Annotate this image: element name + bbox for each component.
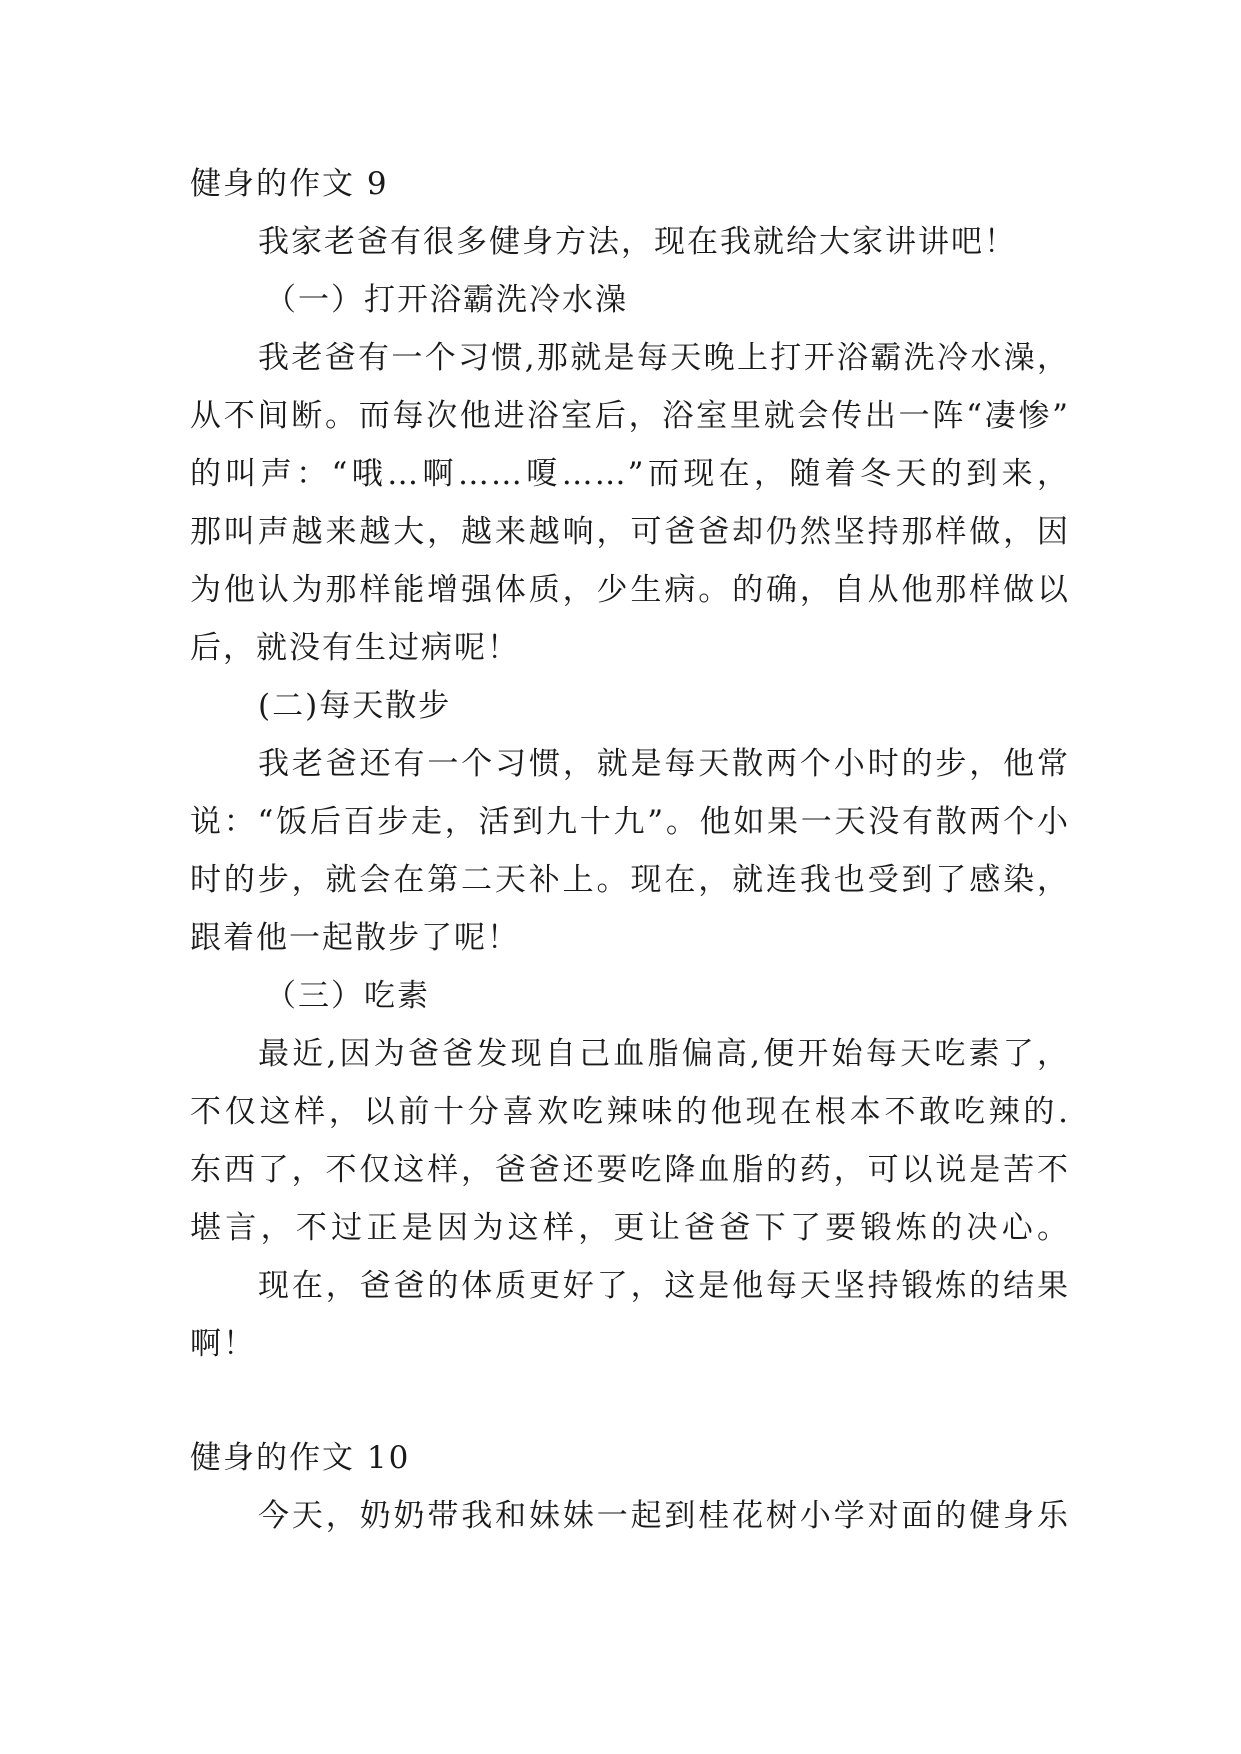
essay10-intro: 今天，奶奶带我和妹妹一起到桂花树小学对面的健身乐 bbox=[258, 1498, 1070, 1534]
essay9-conclusion-line: 现在，爸爸的体质更好了，这是他每天坚持锻炼的结果 bbox=[258, 1268, 1070, 1304]
essay10-title: 健身的作文 10 bbox=[190, 1440, 411, 1476]
essay9-section3-line: 东西了，不仅这样，爸爸还要吃降血脂的药，可以说是苦不 bbox=[190, 1152, 1070, 1188]
essay9-section3-line: 堪言，不过正是因为这样，更让爸爸下了要锻炼的决心。 bbox=[190, 1210, 1070, 1246]
essay9-title: 健身的作文 9 bbox=[190, 166, 389, 202]
essay9-section1-line: 那叫声越来越大，越来越响，可爸爸却仍然坚持那样做，因 bbox=[190, 514, 1070, 550]
essay9-section1-line: 我老爸有一个习惯,那就是每天晚上打开浴霸洗冷水澡， bbox=[258, 340, 1070, 376]
essay9-intro: 我家老爸有很多健身方法，现在我就给大家讲讲吧！ bbox=[258, 224, 1017, 260]
essay9-section1-line: 后，就没有生过病呢！ bbox=[190, 630, 520, 666]
essay9-conclusion-line: 啊！ bbox=[190, 1326, 256, 1362]
essay9-section1-line: 的叫声：“哦…啊……嗄……”而现在，随着冬天的到来， bbox=[190, 456, 1070, 492]
essay9-section2-line: 跟着他一起散步了呢！ bbox=[190, 920, 520, 956]
essay9-section2-heading: (二)每天散步 bbox=[258, 688, 452, 724]
essay9-section2-line: 时的步，就会在第二天补上。现在，就连我也受到了感染， bbox=[190, 862, 1070, 898]
essay9-section3-line: 不仅这样，以前十分喜欢吃辣味的他现在根本不敢吃辣的. bbox=[190, 1094, 1070, 1130]
essay9-section2-line: 我老爸还有一个习惯，就是每天散两个小时的步，他常 bbox=[258, 746, 1070, 782]
essay9-section1-heading: （一）打开浴霸洗冷水澡 bbox=[265, 282, 628, 318]
essay9-section3-line: 最近,因为爸爸发现自己血脂偏高,便开始每天吃素了， bbox=[258, 1036, 1070, 1072]
essay9-section1-line: 从不间断。而每次他进浴室后，浴室里就会传出一阵“凄惨” bbox=[190, 398, 1070, 434]
essay9-section3-heading: （三）吃素 bbox=[265, 978, 430, 1014]
essay9-section1-line: 为他认为那样能增强体质，少生病。的确，自从他那样做以 bbox=[190, 572, 1070, 608]
essay9-section2-line: 说：“饭后百步走，活到九十九”。他如果一天没有散两个小 bbox=[190, 804, 1070, 840]
